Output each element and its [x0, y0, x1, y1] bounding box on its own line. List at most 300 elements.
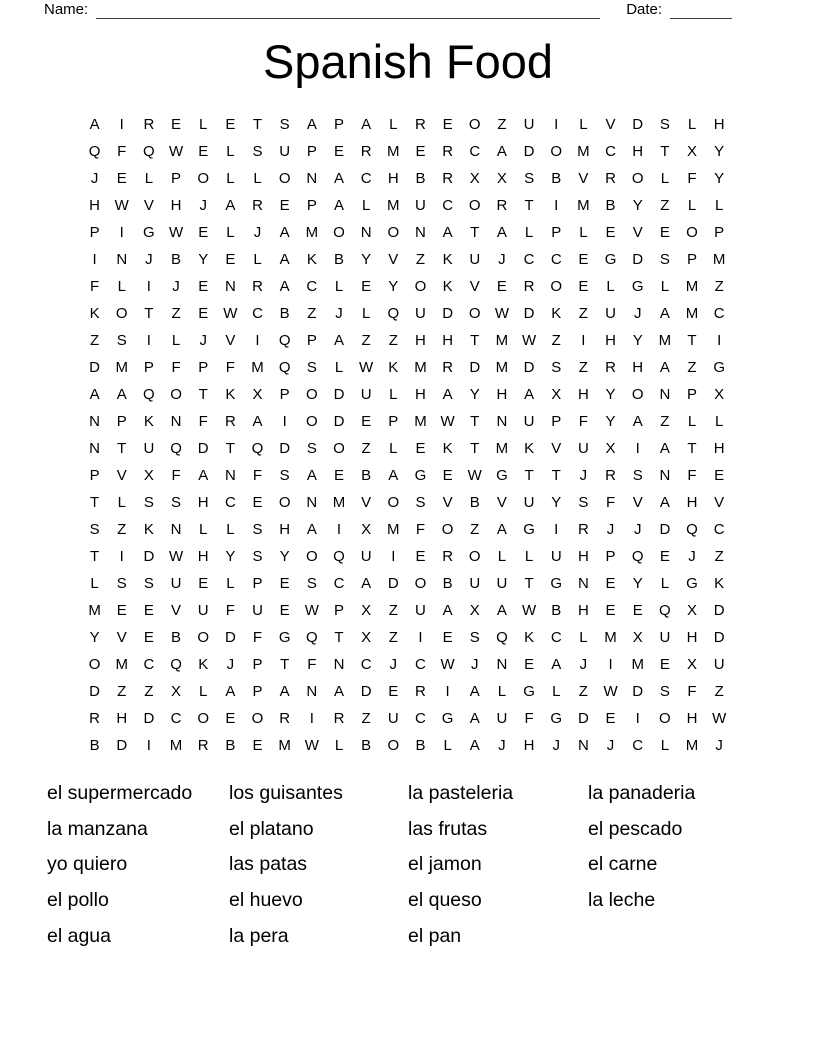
- grid-cell: C: [713, 305, 725, 322]
- grid-cell: T: [89, 548, 100, 565]
- grid-cell: A: [225, 683, 236, 700]
- grid-cell: Z: [714, 278, 724, 295]
- grid-cell: R: [442, 359, 454, 376]
- grid-cell: B: [551, 602, 562, 619]
- grid-cell: V: [388, 251, 399, 268]
- grid-cell: Z: [388, 602, 398, 619]
- grid-cell: E: [171, 116, 182, 133]
- grid-cell: D: [523, 305, 535, 322]
- grid-cell: R: [252, 278, 263, 295]
- word-item: el carne: [588, 853, 658, 876]
- grid-cell: C: [360, 170, 372, 187]
- grid-cell: Z: [361, 710, 371, 727]
- grid-cell: X: [687, 143, 698, 160]
- grid-cell: K: [388, 359, 399, 376]
- grid-cell: F: [225, 602, 235, 619]
- grid-cell: O: [278, 494, 291, 511]
- grid-cell: P: [333, 602, 344, 619]
- grid-cell: K: [89, 305, 100, 322]
- grid-cell: A: [496, 143, 507, 160]
- grid-cell: J: [335, 305, 343, 322]
- grid-cell: H: [577, 548, 589, 565]
- grid-cell: S: [171, 494, 182, 511]
- grid-cell: D: [89, 359, 100, 376]
- grid-cell: S: [524, 170, 535, 187]
- grid-cell: Y: [225, 548, 236, 565]
- grid-cell: O: [468, 548, 481, 565]
- grid-cell: P: [252, 683, 263, 700]
- grid-cell: U: [496, 575, 508, 592]
- grid-cell: L: [389, 440, 398, 457]
- grid-cell: H: [116, 710, 128, 727]
- grid-cell: A: [659, 440, 670, 457]
- grid-cell: X: [714, 386, 725, 403]
- grid-cell: E: [714, 467, 725, 484]
- grid-cell: R: [197, 737, 209, 754]
- grid-cell: E: [116, 602, 127, 619]
- grid-cell: L: [171, 332, 181, 349]
- grid-cell: A: [388, 467, 399, 484]
- grid-cell: L: [334, 359, 344, 376]
- grid-cell: I: [717, 332, 722, 349]
- grid-cell: P: [551, 224, 562, 241]
- grid-cell: O: [333, 224, 345, 241]
- grid-cell: N: [306, 494, 318, 511]
- grid-cell: I: [635, 710, 640, 727]
- grid-cell: E: [442, 629, 453, 646]
- grid-cell: Q: [686, 521, 698, 538]
- grid-cell: I: [581, 332, 586, 349]
- grid-cell: A: [632, 413, 643, 430]
- grid-cell: A: [659, 494, 670, 511]
- grid-cell: P: [306, 197, 317, 214]
- grid-cell: T: [225, 440, 235, 457]
- grid-cell: T: [198, 386, 208, 403]
- grid-cell: Z: [171, 305, 181, 322]
- word-item: yo quiero: [47, 853, 128, 876]
- grid-cell: D: [442, 305, 454, 322]
- word-list-column: [408, 776, 588, 955]
- grid-cell: Z: [144, 683, 154, 700]
- grid-cell: O: [197, 710, 210, 727]
- grid-cell: F: [252, 467, 263, 484]
- grid-cell: A: [116, 386, 127, 403]
- grid-cell: M: [495, 359, 509, 376]
- grid-cell: R: [442, 143, 454, 160]
- grid-cell: O: [333, 440, 345, 457]
- grid-cell: R: [279, 710, 291, 727]
- grid-cell: M: [577, 197, 590, 214]
- grid-cell: O: [305, 548, 318, 565]
- grid-cell: S: [279, 467, 290, 484]
- grid-cell: A: [361, 575, 372, 592]
- grid-cell: G: [631, 278, 644, 295]
- grid-cell: V: [632, 494, 643, 511]
- grid-cell: H: [686, 710, 698, 727]
- grid-cell: Z: [578, 305, 588, 322]
- grid-cell: E: [632, 602, 643, 619]
- grid-cell: Q: [278, 359, 291, 376]
- grid-cell: O: [468, 116, 481, 133]
- grid-cell: E: [279, 197, 290, 214]
- grid-cell: U: [360, 548, 372, 565]
- grid-cell: C: [605, 143, 616, 160]
- grid-cell: E: [198, 305, 209, 322]
- grid-cell: P: [89, 224, 100, 241]
- word-list: [47, 776, 695, 955]
- grid-cell: J: [145, 251, 153, 268]
- grid-cell: S: [306, 359, 317, 376]
- grid-cell: G: [550, 710, 563, 727]
- grid-cell: S: [252, 143, 263, 160]
- grid-cell: N: [170, 521, 182, 538]
- grid-cell: D: [469, 359, 481, 376]
- grid-cell: W: [304, 737, 319, 754]
- grid-cell: M: [387, 197, 400, 214]
- grid-cell: E: [198, 575, 209, 592]
- grid-cell: D: [523, 359, 535, 376]
- grid-cell: O: [88, 656, 101, 673]
- grid-cell: I: [554, 197, 559, 214]
- grid-cell: V: [442, 494, 453, 511]
- grid-cell: L: [579, 629, 588, 646]
- grid-cell: C: [333, 575, 345, 592]
- grid-cell: D: [333, 413, 345, 430]
- grid-cell: D: [89, 683, 100, 700]
- grid-cell: A: [306, 116, 317, 133]
- grid-cell: E: [442, 467, 453, 484]
- grid-cell: M: [169, 737, 183, 754]
- grid-cell: E: [524, 656, 535, 673]
- grid-cell: E: [279, 575, 290, 592]
- grid-cell: B: [171, 629, 182, 646]
- grid-cell: M: [387, 143, 400, 160]
- grid-cell: O: [468, 197, 481, 214]
- grid-cell: Q: [88, 143, 101, 160]
- grid-cell: U: [170, 575, 182, 592]
- grid-cell: M: [685, 737, 699, 754]
- grid-cell: S: [143, 494, 154, 511]
- grid-cell: E: [605, 710, 616, 727]
- grid-cell: J: [552, 737, 560, 754]
- grid-cell: D: [279, 440, 291, 457]
- grid-cell: M: [658, 332, 672, 349]
- grid-cell: E: [578, 278, 589, 295]
- grid-cell: P: [143, 359, 154, 376]
- grid-cell: M: [88, 602, 101, 619]
- grid-cell: Y: [605, 413, 616, 430]
- grid-cell: G: [441, 710, 454, 727]
- grid-cell: G: [523, 683, 535, 700]
- grid-cell: J: [389, 656, 398, 673]
- grid-cell: H: [686, 629, 698, 646]
- grid-cell: K: [442, 251, 453, 268]
- grid-cell: Z: [89, 332, 100, 349]
- grid-cell: T: [144, 305, 154, 322]
- grid-cell: Y: [714, 143, 725, 160]
- grid-cell: L: [361, 197, 371, 214]
- grid-cell: A: [198, 467, 209, 484]
- grid-cell: B: [361, 467, 372, 484]
- grid-cell: R: [605, 170, 616, 187]
- word-item: la manzana: [47, 817, 148, 840]
- grid-cell: D: [224, 629, 236, 646]
- grid-cell: M: [495, 332, 509, 349]
- grid-cell: P: [171, 170, 182, 187]
- grid-cell: M: [115, 656, 128, 673]
- word-item: la leche: [588, 889, 656, 912]
- grid-cell: E: [496, 278, 507, 295]
- grid-cell: H: [496, 386, 508, 403]
- grid-cell: L: [253, 251, 262, 268]
- grid-cell: Z: [497, 116, 507, 133]
- word-item: la pasteleria: [408, 782, 514, 804]
- grid-cell: L: [579, 116, 588, 133]
- grid-cell: J: [688, 548, 696, 565]
- grid-cell: C: [523, 251, 535, 268]
- grid-cell: A: [469, 710, 480, 727]
- grid-cell: U: [713, 656, 725, 673]
- grid-cell: Z: [388, 332, 398, 349]
- grid-cell: I: [554, 521, 559, 538]
- grid-cell: J: [172, 278, 180, 295]
- grid-cell: B: [171, 251, 182, 268]
- grid-cell: F: [687, 170, 697, 187]
- grid-cell: S: [252, 548, 263, 565]
- grid-cell: X: [143, 467, 154, 484]
- grid-cell: U: [496, 710, 508, 727]
- grid-cell: K: [442, 440, 453, 457]
- grid-cell: U: [387, 710, 399, 727]
- grid-cell: Z: [660, 197, 670, 214]
- grid-cell: X: [496, 170, 507, 187]
- grid-cell: P: [116, 413, 127, 430]
- word-item: la pera: [229, 924, 289, 947]
- grid-cell: Z: [578, 359, 588, 376]
- grid-cell: T: [470, 332, 480, 349]
- grid-cell: S: [89, 521, 100, 538]
- grid-cell: M: [685, 278, 699, 295]
- grid-cell: I: [554, 116, 559, 133]
- grid-cell: Z: [415, 251, 426, 268]
- grid-cell: T: [252, 116, 263, 133]
- grid-cell: D: [143, 548, 155, 565]
- word-item: las frutas: [408, 817, 488, 840]
- word-item: el agua: [47, 924, 111, 947]
- grid-cell: T: [280, 656, 290, 673]
- grid-cell: P: [605, 548, 616, 565]
- grid-cell: K: [306, 251, 317, 268]
- word-item: las patas: [229, 853, 308, 876]
- grid-cell: L: [144, 170, 154, 187]
- grid-cell: U: [469, 575, 481, 592]
- grid-cell: R: [89, 710, 100, 727]
- grid-cell: E: [415, 548, 426, 565]
- grid-cell: M: [414, 413, 427, 430]
- grid-cell: P: [252, 575, 263, 592]
- grid-cell: N: [170, 413, 182, 430]
- grid-cell: E: [361, 278, 372, 295]
- word-list-column: [229, 776, 408, 955]
- grid-cell: H: [713, 440, 725, 457]
- grid-cell: B: [442, 575, 453, 592]
- grid-cell: E: [198, 224, 209, 241]
- grid-cell: E: [442, 116, 453, 133]
- grid-cell: X: [171, 683, 182, 700]
- grid-cell: O: [550, 278, 563, 295]
- grid-cell: I: [255, 332, 260, 349]
- grid-cell: E: [252, 737, 263, 754]
- grid-cell: F: [578, 413, 588, 430]
- grid-cell: O: [197, 629, 210, 646]
- word-list-column: [588, 776, 695, 955]
- grid-cell: I: [146, 737, 151, 754]
- grid-cell: K: [143, 521, 154, 538]
- grid-cell: L: [334, 737, 344, 754]
- grid-cell: E: [361, 413, 372, 430]
- grid-cell: Y: [198, 251, 209, 268]
- grid-cell: N: [306, 170, 318, 187]
- grid-cell: J: [579, 467, 588, 484]
- grid-cell: B: [279, 305, 290, 322]
- worksheet-header: [44, 1, 742, 19]
- grid-cell: Y: [89, 629, 100, 646]
- grid-cell: D: [632, 251, 644, 268]
- grid-cell: J: [633, 521, 642, 538]
- grid-cell: U: [659, 629, 671, 646]
- grid-cell: N: [224, 278, 236, 295]
- grid-cell: Q: [496, 629, 508, 646]
- grid-cell: H: [415, 332, 426, 349]
- word-item: el jamon: [408, 853, 482, 876]
- grid-cell: E: [143, 629, 154, 646]
- grid-cell: J: [715, 737, 723, 754]
- grid-cell: L: [660, 575, 670, 592]
- grid-cell: S: [659, 116, 670, 133]
- grid-cell: A: [496, 224, 507, 241]
- grid-cell: R: [577, 521, 589, 538]
- grid-cell: L: [524, 548, 534, 565]
- grid-cell: U: [252, 602, 263, 619]
- grid-cell: U: [415, 197, 426, 214]
- grid-cell: M: [414, 359, 427, 376]
- grid-cell: K: [225, 386, 236, 403]
- grid-cell: M: [577, 143, 590, 160]
- grid-cell: J: [633, 305, 642, 322]
- grid-cell: Z: [307, 305, 317, 322]
- grid-cell: Z: [470, 521, 480, 538]
- grid-cell: Z: [117, 521, 127, 538]
- word-item: el queso: [408, 889, 482, 912]
- grid-cell: M: [495, 440, 509, 457]
- grid-cell: S: [659, 683, 670, 700]
- grid-cell: U: [469, 251, 481, 268]
- grid-cell: D: [116, 737, 128, 754]
- grid-cell: D: [333, 386, 345, 403]
- grid-cell: J: [199, 332, 207, 349]
- grid-cell: X: [469, 170, 480, 187]
- grid-cell: L: [334, 278, 344, 295]
- grid-cell: N: [415, 224, 426, 241]
- grid-cell: Q: [631, 548, 644, 565]
- grid-cell: R: [143, 116, 155, 133]
- grid-cell: A: [89, 116, 100, 133]
- grid-cell: S: [632, 467, 643, 484]
- grid-cell: T: [660, 143, 670, 160]
- grid-cell: H: [523, 737, 535, 754]
- grid-cell: E: [116, 170, 127, 187]
- grid-cell: I: [92, 251, 97, 268]
- grid-cell: O: [305, 386, 318, 403]
- grid-cell: H: [197, 494, 209, 511]
- grid-cell: Y: [714, 170, 725, 187]
- grid-cell: C: [632, 737, 644, 754]
- grid-cell: Z: [361, 332, 371, 349]
- grid-cell: G: [496, 467, 508, 484]
- grid-cell: L: [389, 116, 398, 133]
- grid-cell: L: [715, 197, 724, 214]
- grid-cell: M: [251, 359, 264, 376]
- grid-cell: G: [278, 629, 291, 646]
- grid-cell: Y: [632, 575, 643, 592]
- grid-cell: K: [714, 575, 725, 592]
- grid-cell: O: [414, 575, 427, 592]
- grid-cell: M: [712, 251, 726, 268]
- grid-cell: A: [279, 683, 290, 700]
- grid-cell: R: [224, 413, 236, 430]
- grid-cell: L: [117, 494, 126, 511]
- grid-cell: N: [224, 467, 236, 484]
- grid-cell: B: [415, 170, 426, 187]
- grid-cell: H: [713, 116, 725, 133]
- grid-cell: O: [387, 737, 400, 754]
- grid-cell: S: [306, 440, 317, 457]
- grid-cell: U: [550, 548, 562, 565]
- grid-cell: O: [251, 710, 264, 727]
- grid-cell: B: [333, 251, 344, 268]
- grid-cell: L: [361, 305, 371, 322]
- grid-cell: T: [117, 440, 127, 457]
- grid-cell: W: [168, 224, 184, 241]
- grid-cell: J: [498, 251, 506, 268]
- grid-cell: P: [333, 116, 344, 133]
- grid-cell: F: [198, 413, 208, 430]
- grid-cell: O: [387, 224, 400, 241]
- grid-cell: T: [524, 467, 534, 484]
- grid-cell: Q: [251, 440, 264, 457]
- grid-cell: R: [415, 116, 426, 133]
- word-item: el platano: [229, 817, 314, 840]
- grid-cell: C: [360, 656, 372, 673]
- grid-cell: C: [550, 629, 562, 646]
- grid-cell: I: [119, 116, 124, 133]
- grid-cell: E: [333, 143, 344, 160]
- grid-cell: A: [442, 386, 453, 403]
- grid-cell: L: [199, 116, 208, 133]
- grid-cell: O: [468, 305, 481, 322]
- grid-cell: Y: [632, 197, 643, 214]
- grid-cell: H: [415, 386, 426, 403]
- grid-cell: I: [336, 521, 342, 538]
- grid-cell: W: [223, 305, 238, 322]
- grid-cell: C: [442, 197, 454, 214]
- grid-cell: U: [197, 602, 209, 619]
- grid-cell: Q: [659, 602, 671, 619]
- grid-cell: I: [635, 440, 640, 457]
- grid-cell: B: [361, 737, 372, 754]
- grid-cell: F: [605, 494, 616, 511]
- grid-cell: F: [252, 629, 263, 646]
